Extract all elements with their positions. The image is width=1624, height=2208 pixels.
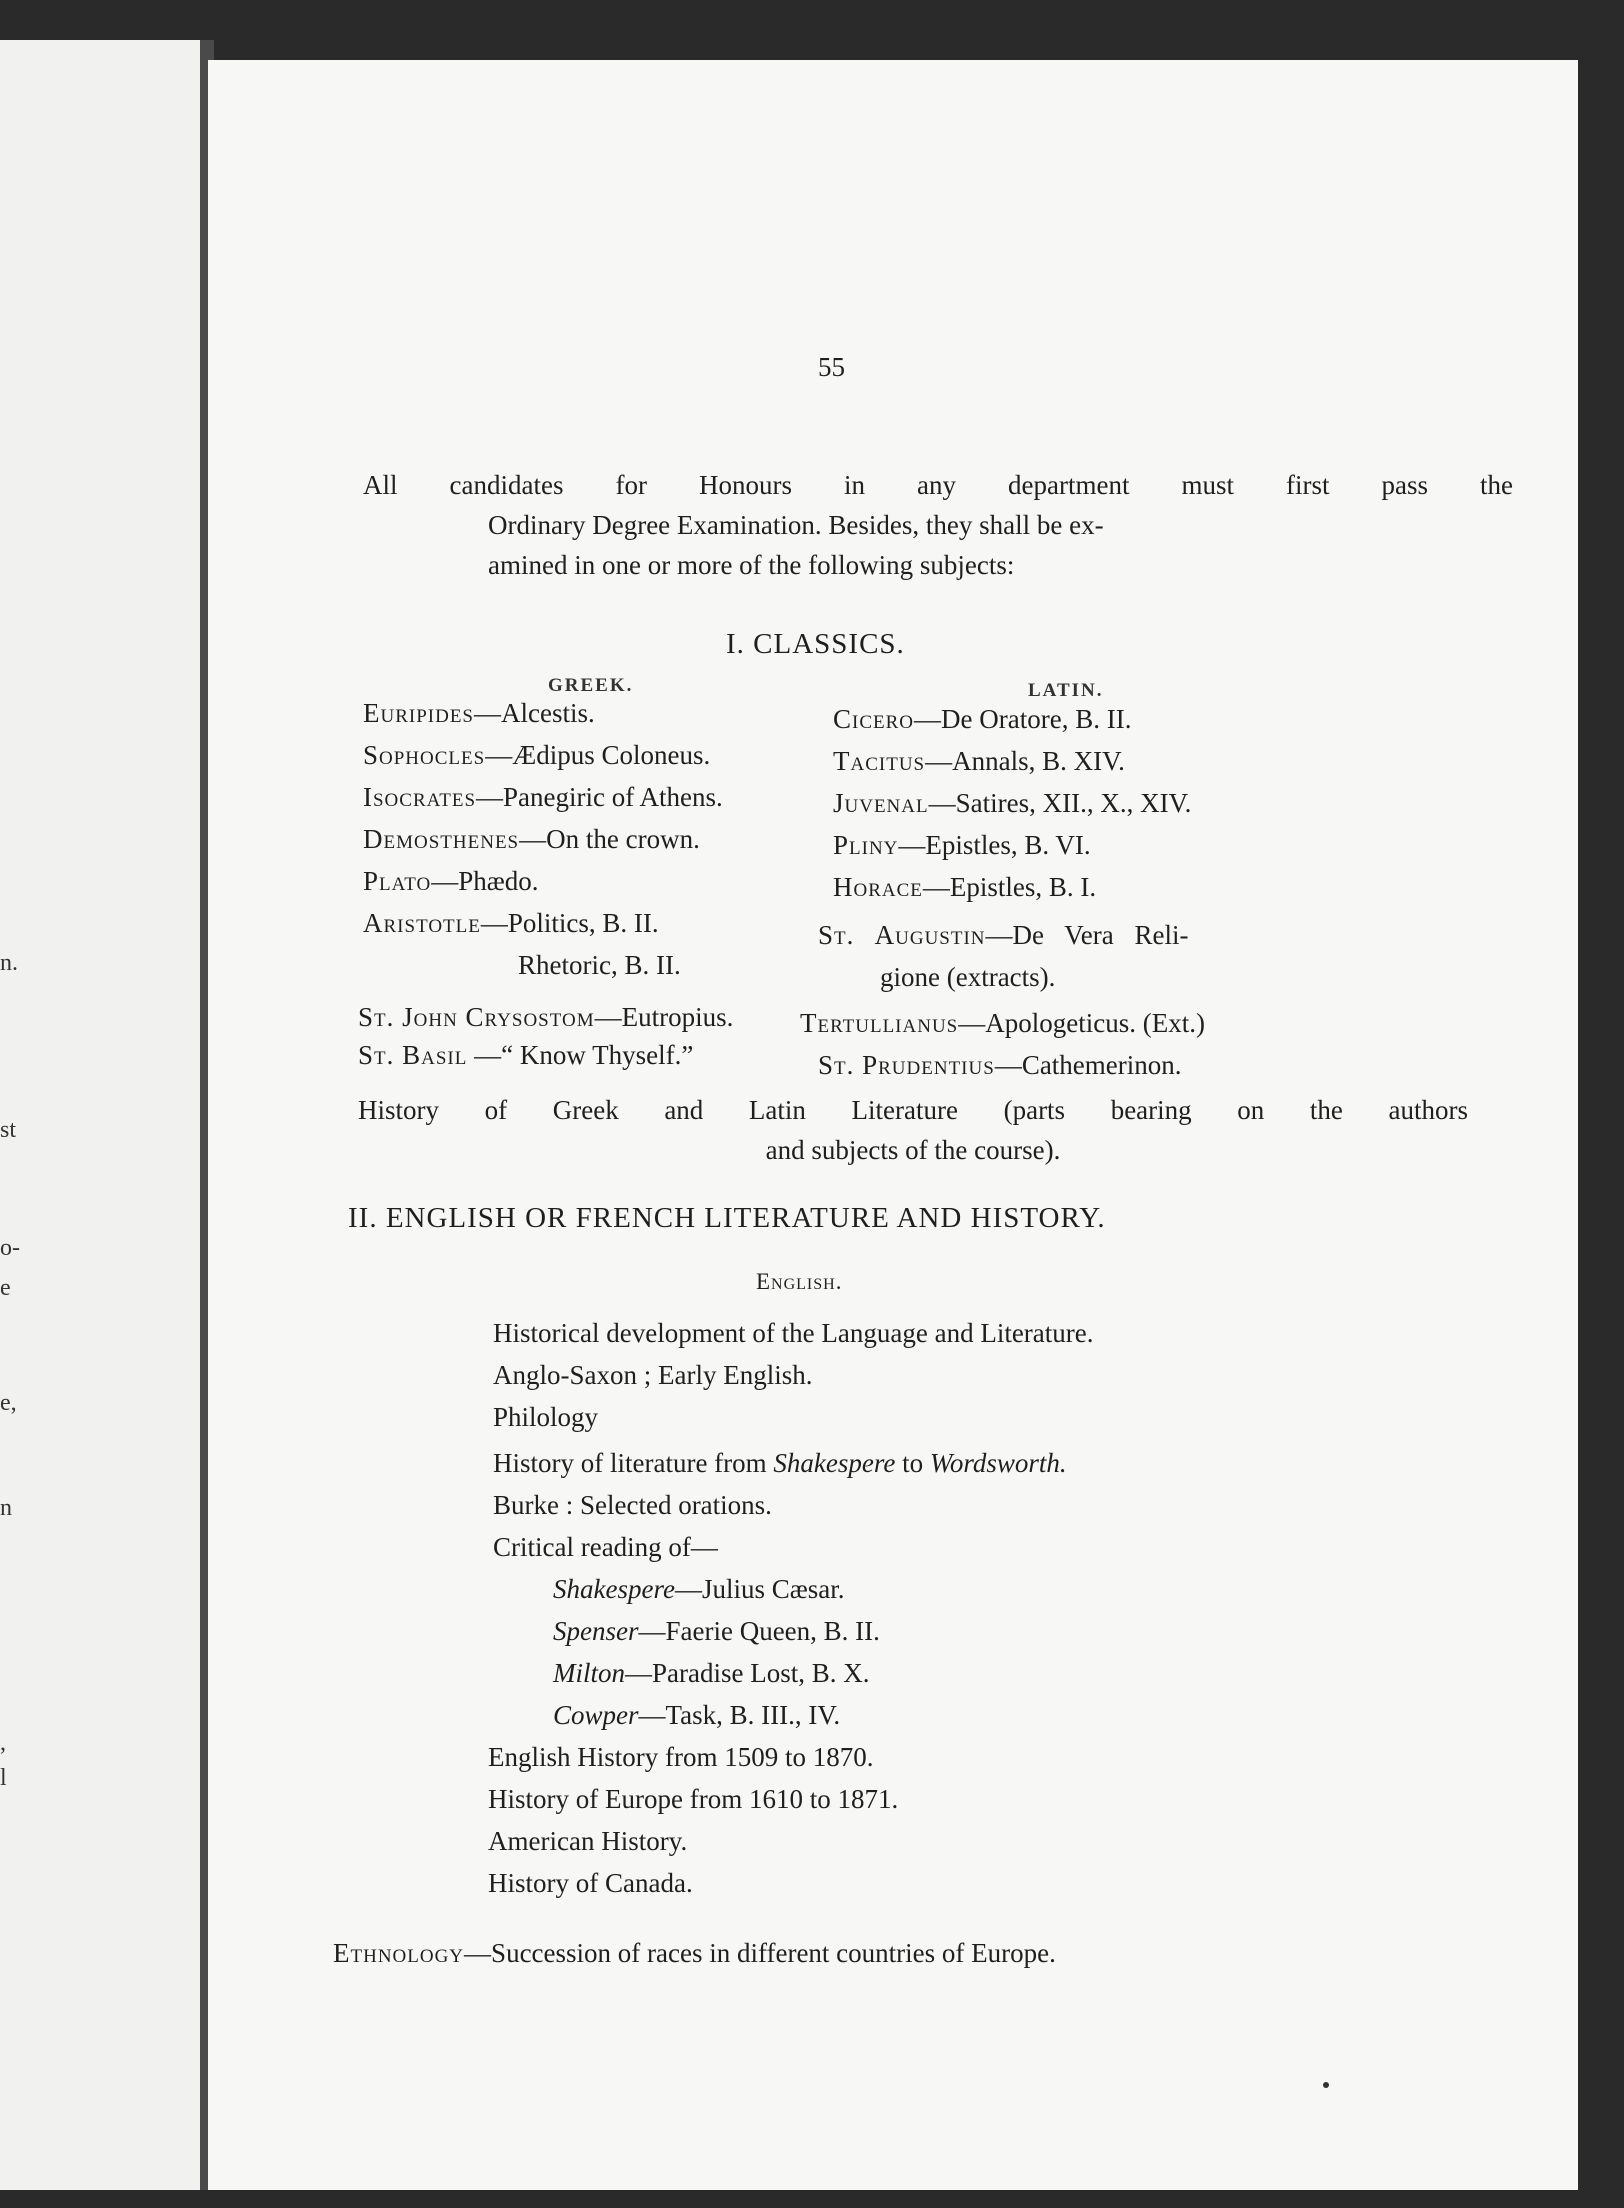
left-page-fragment: , — [0, 1730, 6, 1756]
intro-paragraph — [363, 465, 1513, 585]
work-title: —Ædipus Coloneus. — [485, 740, 711, 770]
author-name: Wordsworth. — [929, 1448, 1067, 1478]
work-title: —Politics, B. II. — [480, 908, 659, 938]
author-name: Cowper — [553, 1700, 639, 1730]
english-subject: Historical development of the Language and Literature. — [493, 1318, 1094, 1348]
greek-entry — [363, 738, 710, 772]
subject-text: to — [895, 1448, 930, 1478]
english-subject: Philology — [493, 1402, 599, 1432]
work-title: —Satires, XII., X., XIV. — [928, 788, 1192, 818]
work-title: —Epistles, B. I. — [922, 872, 1097, 902]
greek-heading: GREEK. — [548, 675, 634, 696]
greek-entry-continuation: Rhetoric, B. II. — [518, 950, 681, 980]
author-name: St. Basil — [358, 1040, 468, 1070]
work-title: —De Vera Reli- — [985, 920, 1189, 950]
greek-entry — [363, 906, 659, 940]
author-name: St. John Crysostom — [358, 1002, 595, 1032]
author-name: Shakespere — [773, 1448, 896, 1478]
subject-text: —Succession of races in different countries of Europe. — [464, 1938, 1056, 1968]
left-page-fragment: o- — [0, 1235, 20, 1261]
english-subject: History of Canada. — [488, 1868, 693, 1898]
latin-entry — [833, 744, 1125, 778]
author-name: Tacitus — [833, 746, 926, 776]
work-title: —Task, B. III., IV. — [638, 1700, 841, 1730]
critical-reading-item — [553, 1574, 844, 1605]
greek-entry — [363, 696, 595, 730]
latin-entry — [833, 870, 1096, 904]
left-page-edge — [0, 40, 214, 2190]
work-title: —De Oratore, B. II. — [914, 704, 1132, 734]
work-title: —Julius Cæsar. — [674, 1574, 845, 1604]
work-title: —Epistles, B. VI. — [898, 830, 1091, 860]
work-title: —Cathemerinon. — [994, 1050, 1182, 1080]
work-title: —Annals, B. XIV. — [925, 746, 1125, 776]
author-name: Tertullianus — [800, 1008, 959, 1038]
author-name: Sophocles — [363, 740, 486, 770]
english-subheading: English. — [756, 1269, 843, 1294]
left-page-fragment: e, — [0, 1390, 17, 1416]
work-title: —Phædo. — [431, 866, 539, 896]
subject-label: Ethnology — [333, 1938, 465, 1968]
latin-heading: LATIN. — [1028, 680, 1104, 701]
critical-reading-item — [553, 1700, 840, 1731]
left-page-fragment: n. — [0, 950, 18, 976]
author-name: Pliny — [833, 830, 899, 860]
work-title: —Eutropius. — [594, 1002, 734, 1032]
left-page-fragment: l — [0, 1765, 7, 1791]
greek-entry — [358, 1038, 693, 1072]
author-name: St. Prudentius — [818, 1050, 995, 1080]
subject-text: History of literature from — [493, 1448, 774, 1478]
author-name: Euripides — [363, 698, 475, 728]
work-title: —Faerie Queen, B. II. — [638, 1616, 880, 1646]
english-subject: Anglo-Saxon ; Early English. — [493, 1360, 813, 1390]
latin-entry — [833, 702, 1131, 736]
work-title: —Apologeticus. (Ext.) — [958, 1008, 1205, 1038]
english-subject: Critical reading of— — [493, 1532, 718, 1562]
author-name: Demosthenes — [363, 824, 520, 854]
greek-entry — [363, 864, 539, 898]
work-title: —Paradise Lost, B. X. — [625, 1658, 870, 1688]
left-page-fragment: n — [0, 1495, 12, 1521]
work-title: —“ Know Thyself.” — [467, 1040, 694, 1070]
author-name: Spenser — [553, 1616, 639, 1646]
english-section-heading: II. ENGLISH OR FRENCH LITERATURE AND HISTORY. — [348, 1202, 1106, 1234]
critical-reading-item — [553, 1616, 880, 1647]
author-name: Milton — [553, 1658, 625, 1688]
author-name: Juvenal — [833, 788, 929, 818]
work-title: —Panegiric of Athens. — [476, 782, 723, 812]
greek-entry — [363, 780, 723, 814]
author-name: Plato — [363, 866, 432, 896]
literature-history-note — [358, 1090, 1468, 1170]
classics-heading: I. CLASSICS. — [726, 628, 905, 660]
latin-entry — [800, 1006, 1205, 1040]
left-page-fragment: e — [0, 1275, 11, 1301]
greek-entry — [358, 1000, 733, 1034]
intro-line: Ordinary Degree Examination. Besides, they shall be ex- — [488, 510, 1104, 540]
author-name: Cicero — [833, 704, 915, 734]
left-page-fragment: st — [0, 1117, 17, 1143]
intro-line: amined in one or more of the following subjects: — [488, 550, 1015, 580]
english-subject: English History from 1509 to 1870. — [488, 1742, 874, 1772]
latin-entry-continuation: gione (extracts). — [880, 962, 1056, 992]
english-subject: Burke : Selected orations. — [493, 1490, 772, 1520]
work-title: —Alcestis. — [474, 698, 595, 728]
print-speck — [1323, 2082, 1329, 2088]
work-title: —On the crown. — [519, 824, 700, 854]
note-line: and subjects of the course). — [765, 1135, 1061, 1165]
note-line: History of Greek and Latin Literature (parts bearing on the authors — [358, 1095, 1468, 1125]
intro-line: All candidates for Honours in any department must first pass the — [363, 470, 1513, 500]
english-subject — [493, 1448, 1067, 1479]
critical-reading-item — [553, 1658, 869, 1689]
greek-entry — [363, 822, 700, 856]
latin-entry — [818, 1048, 1182, 1082]
english-subject: American History. — [488, 1826, 688, 1856]
english-subject: History of Europe from 1610 to 1871. — [488, 1784, 899, 1814]
latin-entry — [833, 786, 1191, 820]
latin-entry — [818, 918, 1188, 952]
page-number: 55 — [818, 352, 845, 382]
author-name: Shakespere — [553, 1574, 675, 1604]
latin-entry — [833, 828, 1091, 862]
author-name: St. Augustin — [818, 920, 986, 950]
author-name: Horace — [833, 872, 923, 902]
author-name: Aristotle — [363, 908, 481, 938]
book-page — [208, 60, 1578, 2190]
author-name: Isocrates — [363, 782, 477, 812]
ethnology-line — [333, 1938, 1056, 1969]
